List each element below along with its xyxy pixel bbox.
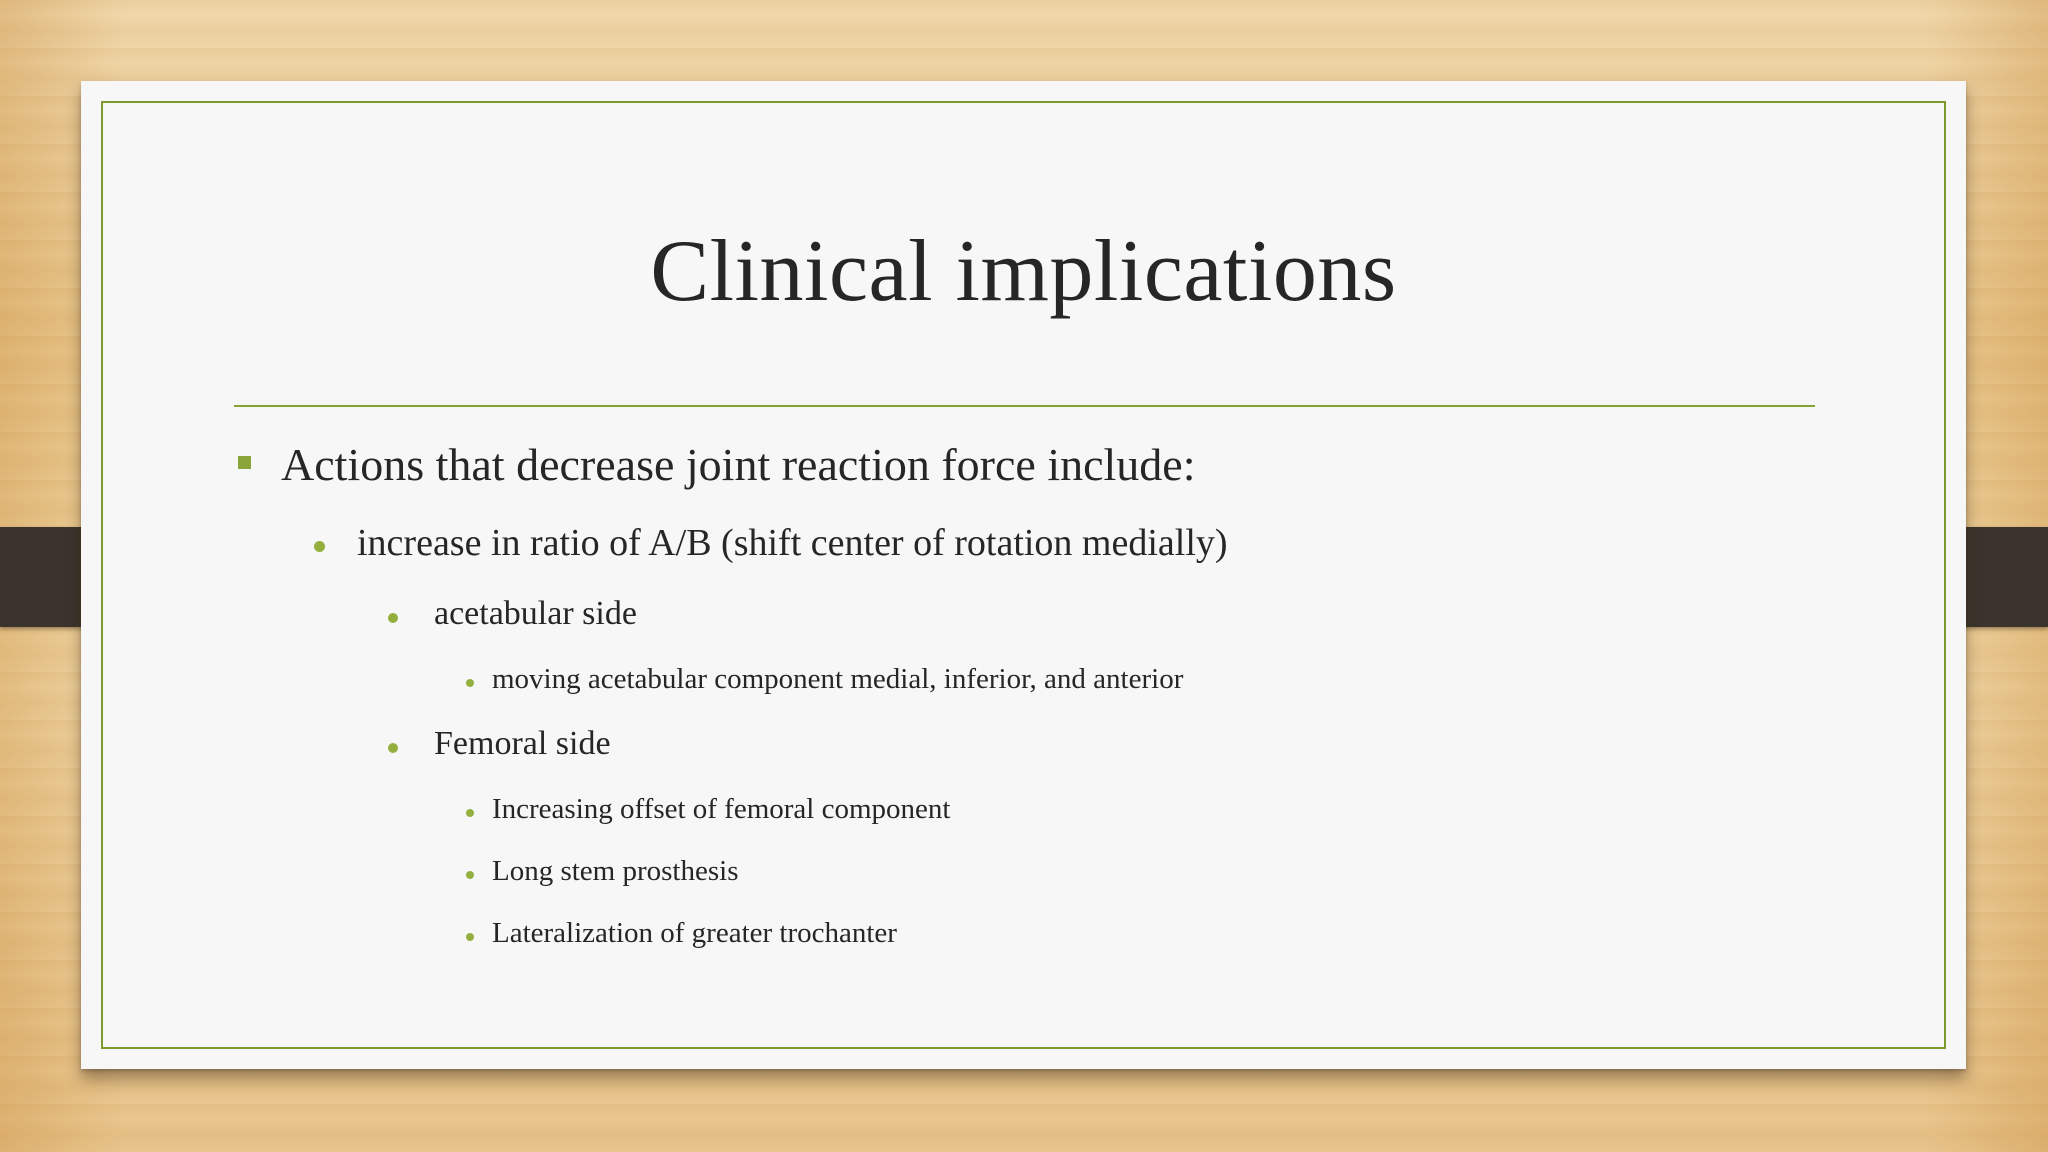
dot-bullet-icon [466, 871, 474, 879]
bullet-level2: increase in ratio of A/B (shift center of rotation medially) [357, 522, 1228, 564]
dot-bullet-icon [388, 743, 398, 753]
bullet-level4: Long stem prosthesis [492, 855, 739, 887]
square-bullet-icon [238, 456, 251, 469]
bullet-level3: acetabular side [434, 595, 637, 632]
bullet-level3: Femoral side [434, 725, 611, 762]
dot-bullet-icon [388, 613, 398, 623]
dot-bullet-icon [314, 541, 325, 552]
slide-title: Clinical implications [650, 223, 1397, 320]
bullet-level4: Lateralization of greater trochanter [492, 917, 897, 949]
dot-bullet-icon [466, 933, 474, 941]
bullet-level1: Actions that decrease joint reaction force include: [281, 439, 1196, 490]
dot-bullet-icon [466, 809, 474, 817]
slide [81, 81, 1966, 1069]
title-divider [234, 405, 1815, 407]
bullet-level4: moving acetabular component medial, inferior, and anterior [492, 663, 1184, 695]
bullet-level4: Increasing offset of femoral component [492, 793, 951, 825]
dot-bullet-icon [466, 679, 474, 687]
